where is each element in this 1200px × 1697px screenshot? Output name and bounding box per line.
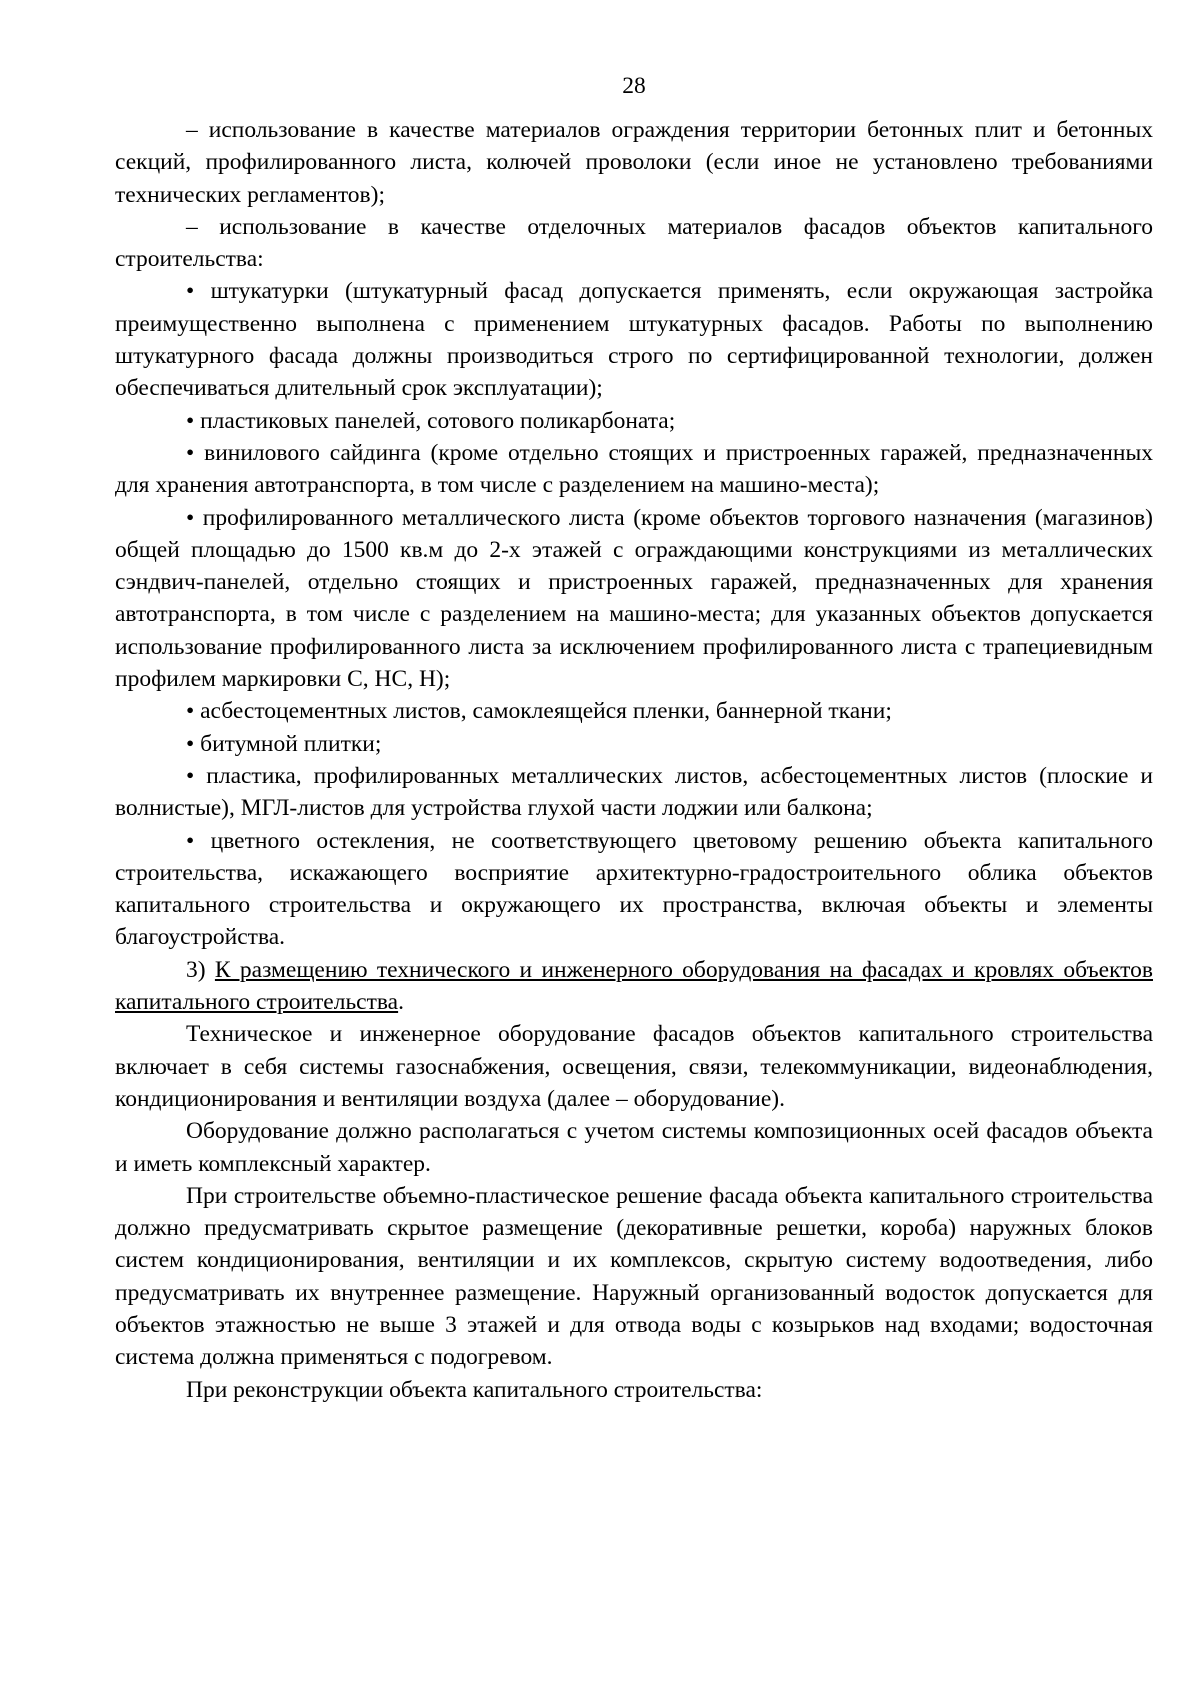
page-number: 28	[622, 73, 646, 99]
body-paragraph: При строительстве объемно-пластическое решение фасада объекта капитального строительства должно предусматривать скрытое размещение (декоративные решетки, короба) наружных блоков систем кондиционирования, вентиляции и их комплексов, скрытую систему водоотведения, либо предусматривать их внутреннее размещение. Наружный организованный водосток допускается для объектов этажностью не выше 3 этажей и для отвода воды с козырьков над входами; водосточная система должна применяться с подогревом.	[115, 1182, 1153, 1371]
bullet-item: • пластика, профилированных металлических листов, асбестоцементных листов (плоские и волнистые), МГЛ-листов для устройства глухой части лоджии или балкона;	[115, 760, 1153, 825]
section-number: 3)	[186, 956, 206, 983]
bullet-item: • битумной плитки;	[115, 728, 1153, 760]
bullet-item: • штукатурки (штукатурный фасад допускается применять, если окружающая застройка преимущественно выполнена с применением штукатурных фасадов. Работы по выполнению штукатурного фасада должны производиться строго по сертифицированной технологии, должен обеспечиваться длительный срок эксплуатации);	[115, 275, 1153, 404]
list-item-dash: – использование в качестве материалов ограждения территории бетонных плит и бетонных секций, профилированного листа, колючей проволоки (если иное не установлено требованиями технических регламентов);	[115, 117, 1153, 208]
list-item-dash: – использование в качестве отделочных материалов фасадов объектов капитального строительства:	[115, 213, 1153, 273]
body-paragraph: Оборудование должно располагаться с учетом системы композиционных осей фасадов объекта и иметь комплексный характер.	[115, 1118, 1153, 1177]
bullet-item: • цветного остекления, не соответствующего цветовому решению объекта капитального строительства, искажающего восприятие архитектурно-градостроительного облика объектов капитального строительства и окружающего их пространства, включая объекты и элементы благоустройства.	[115, 825, 1153, 954]
bullet-item: • асбестоцементных листов, самоклеящейся пленки, баннерной ткани;	[115, 695, 1153, 727]
body-paragraph: При реконструкции объекта капитального строительства:	[186, 1376, 763, 1403]
bullet-item: • пластиковых панелей, сотового поликарбоната;	[115, 405, 1153, 437]
body-paragraph: Техническое и инженерное оборудование фасадов объектов капитального строительства включает в себя системы газоснабжения, освещения, связи, телекоммуникации, видеонаблюдения, кондиционирования и вентиляции воздуха (далее – оборудование).	[115, 1021, 1153, 1112]
section-title-end: .	[398, 989, 404, 1016]
bullet-item: • винилового сайдинга (кроме отдельно стоящих и пристроенных гаражей, предназначенных для хранения автотранспорта, в том числе с разделением на машино-места);	[115, 437, 1153, 502]
section-3-heading	[115, 954, 1153, 1019]
bullet-item: • профилированного металлического листа (кроме объектов торгового назначения (магазинов) общей площадью до 1500 кв.м до 2-х этажей с ограждающими конструкциями из металлических сэндвич-панелей, отдельно стоящих и пристроенных гаражей, предназначенных для хранения автотранспорта, в том числе с разделением на машино-места; для указанных объектов допускается использование профилированного листа за исключением профилированного листа с трапециевидным профилем маркировки С, НС, Н);	[115, 502, 1153, 696]
section-title: К размещению технического и инженерного оборудования на фасадах и кровлях объектов капитального строительства	[115, 956, 1153, 1016]
